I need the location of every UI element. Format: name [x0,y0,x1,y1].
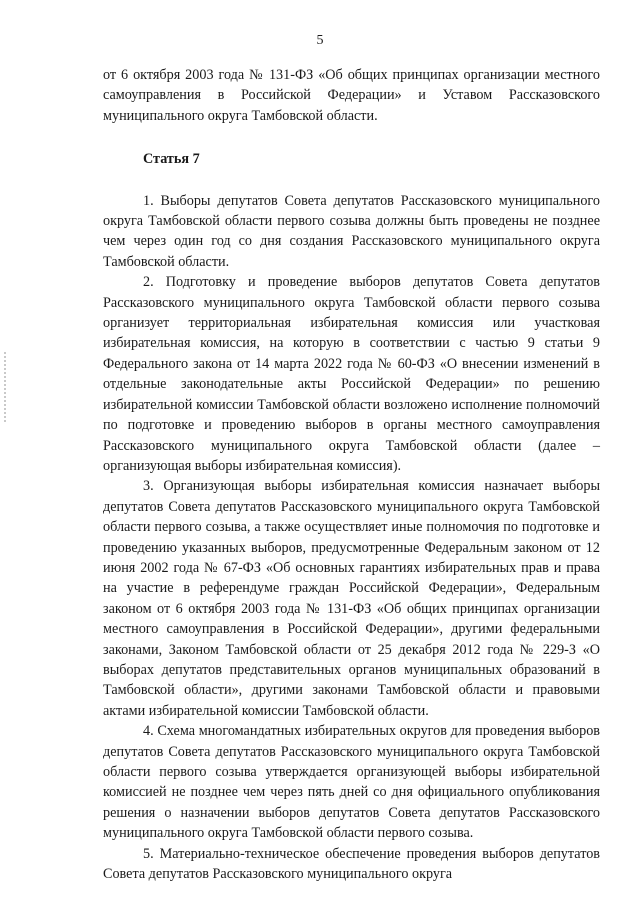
article-paragraph-4: 4. Схема многомандатных избирательных округов для проведения выборов депутатов Совета депутатов Рассказовского муниципального округа Тамбовской области первого созыва утверждается организующей выборы избирательной комиссией не позднее чем через пять дней со дня официального опубликования решения о назначении выборов депутатов Совета депутатов Рассказовского муниципального округа Тамбовской области первого созыва. [103,723,600,842]
continuation-paragraph: от 6 октября 2003 года № 131-ФЗ «Об общих принципах организации местного самоуправления в Российской Федерации» и Уставом Рассказовского муниципального округа Тамбовской области. [103,67,600,124]
article-paragraph-1: 1. Выборы депутатов Совета депутатов Рассказовского муниципального округа Тамбовской области первого созыва должны быть проведены не позднее чем через один год со дня создания Рассказовского муниципального округа Тамбовской области. [103,192,600,270]
article-title: Статья 7 [143,151,200,168]
article-paragraph-5: 5. Материально-техническое обеспечение проведения выборов депутатов Совета депутатов Рассказовского муниципального округа [103,845,600,883]
article-paragraph-3: 3. Организующая выборы избирательная комиссия назначает выборы депутатов Совета депутатов Рассказовского муниципального округа Тамбовской области первого созыва, а также осуществляет иные полномочия по подготовке и проведению указанных выборов, предусмотренные Федеральным законом от 12 июня 2002 года № 67-ФЗ «Об основных гарантиях избирательных прав и права на участие в референдуме граждан Российской Федерации», Федеральным законом от 6 октября 2003 года № 131-ФЗ «Об общих принципах организации местного самоуправления в Российской Федерации», другими федеральными законами, Законом Тамбовской области от 25 декабря 2012 года № 229-З «О выборах депутатов представительных органов муниципальных образований в Тамбовской области», другими законами Тамбовской области и правовыми актами избирательной комиссии Тамбовской области. [103,478,600,719]
article-paragraph-2: 2. Подготовку и проведение выборов депутатов Совета депутатов Рассказовского муниципального округа Тамбовской области первого созыва организует территориальная избирательная комиссия или участковая избирательная комиссия, на которую в соответствии с частью 9 статьи 9 Федерального закона от 14 марта 2022 года № 60-ФЗ «О внесении изменений в отдельные законодательные акты Российской Федерации» по решению избирательной комиссии Тамбовской области возложено исполнение полномочий по подготовке и проведению выборов в органы местного самоуправления Рассказовского муниципального округа Тамбовской области (далее – организующая выборы избирательная комиссия). [103,274,600,474]
page-number: 5 [316,33,324,48]
scan-margin-mark [4,352,6,422]
document-body [103,65,600,884]
